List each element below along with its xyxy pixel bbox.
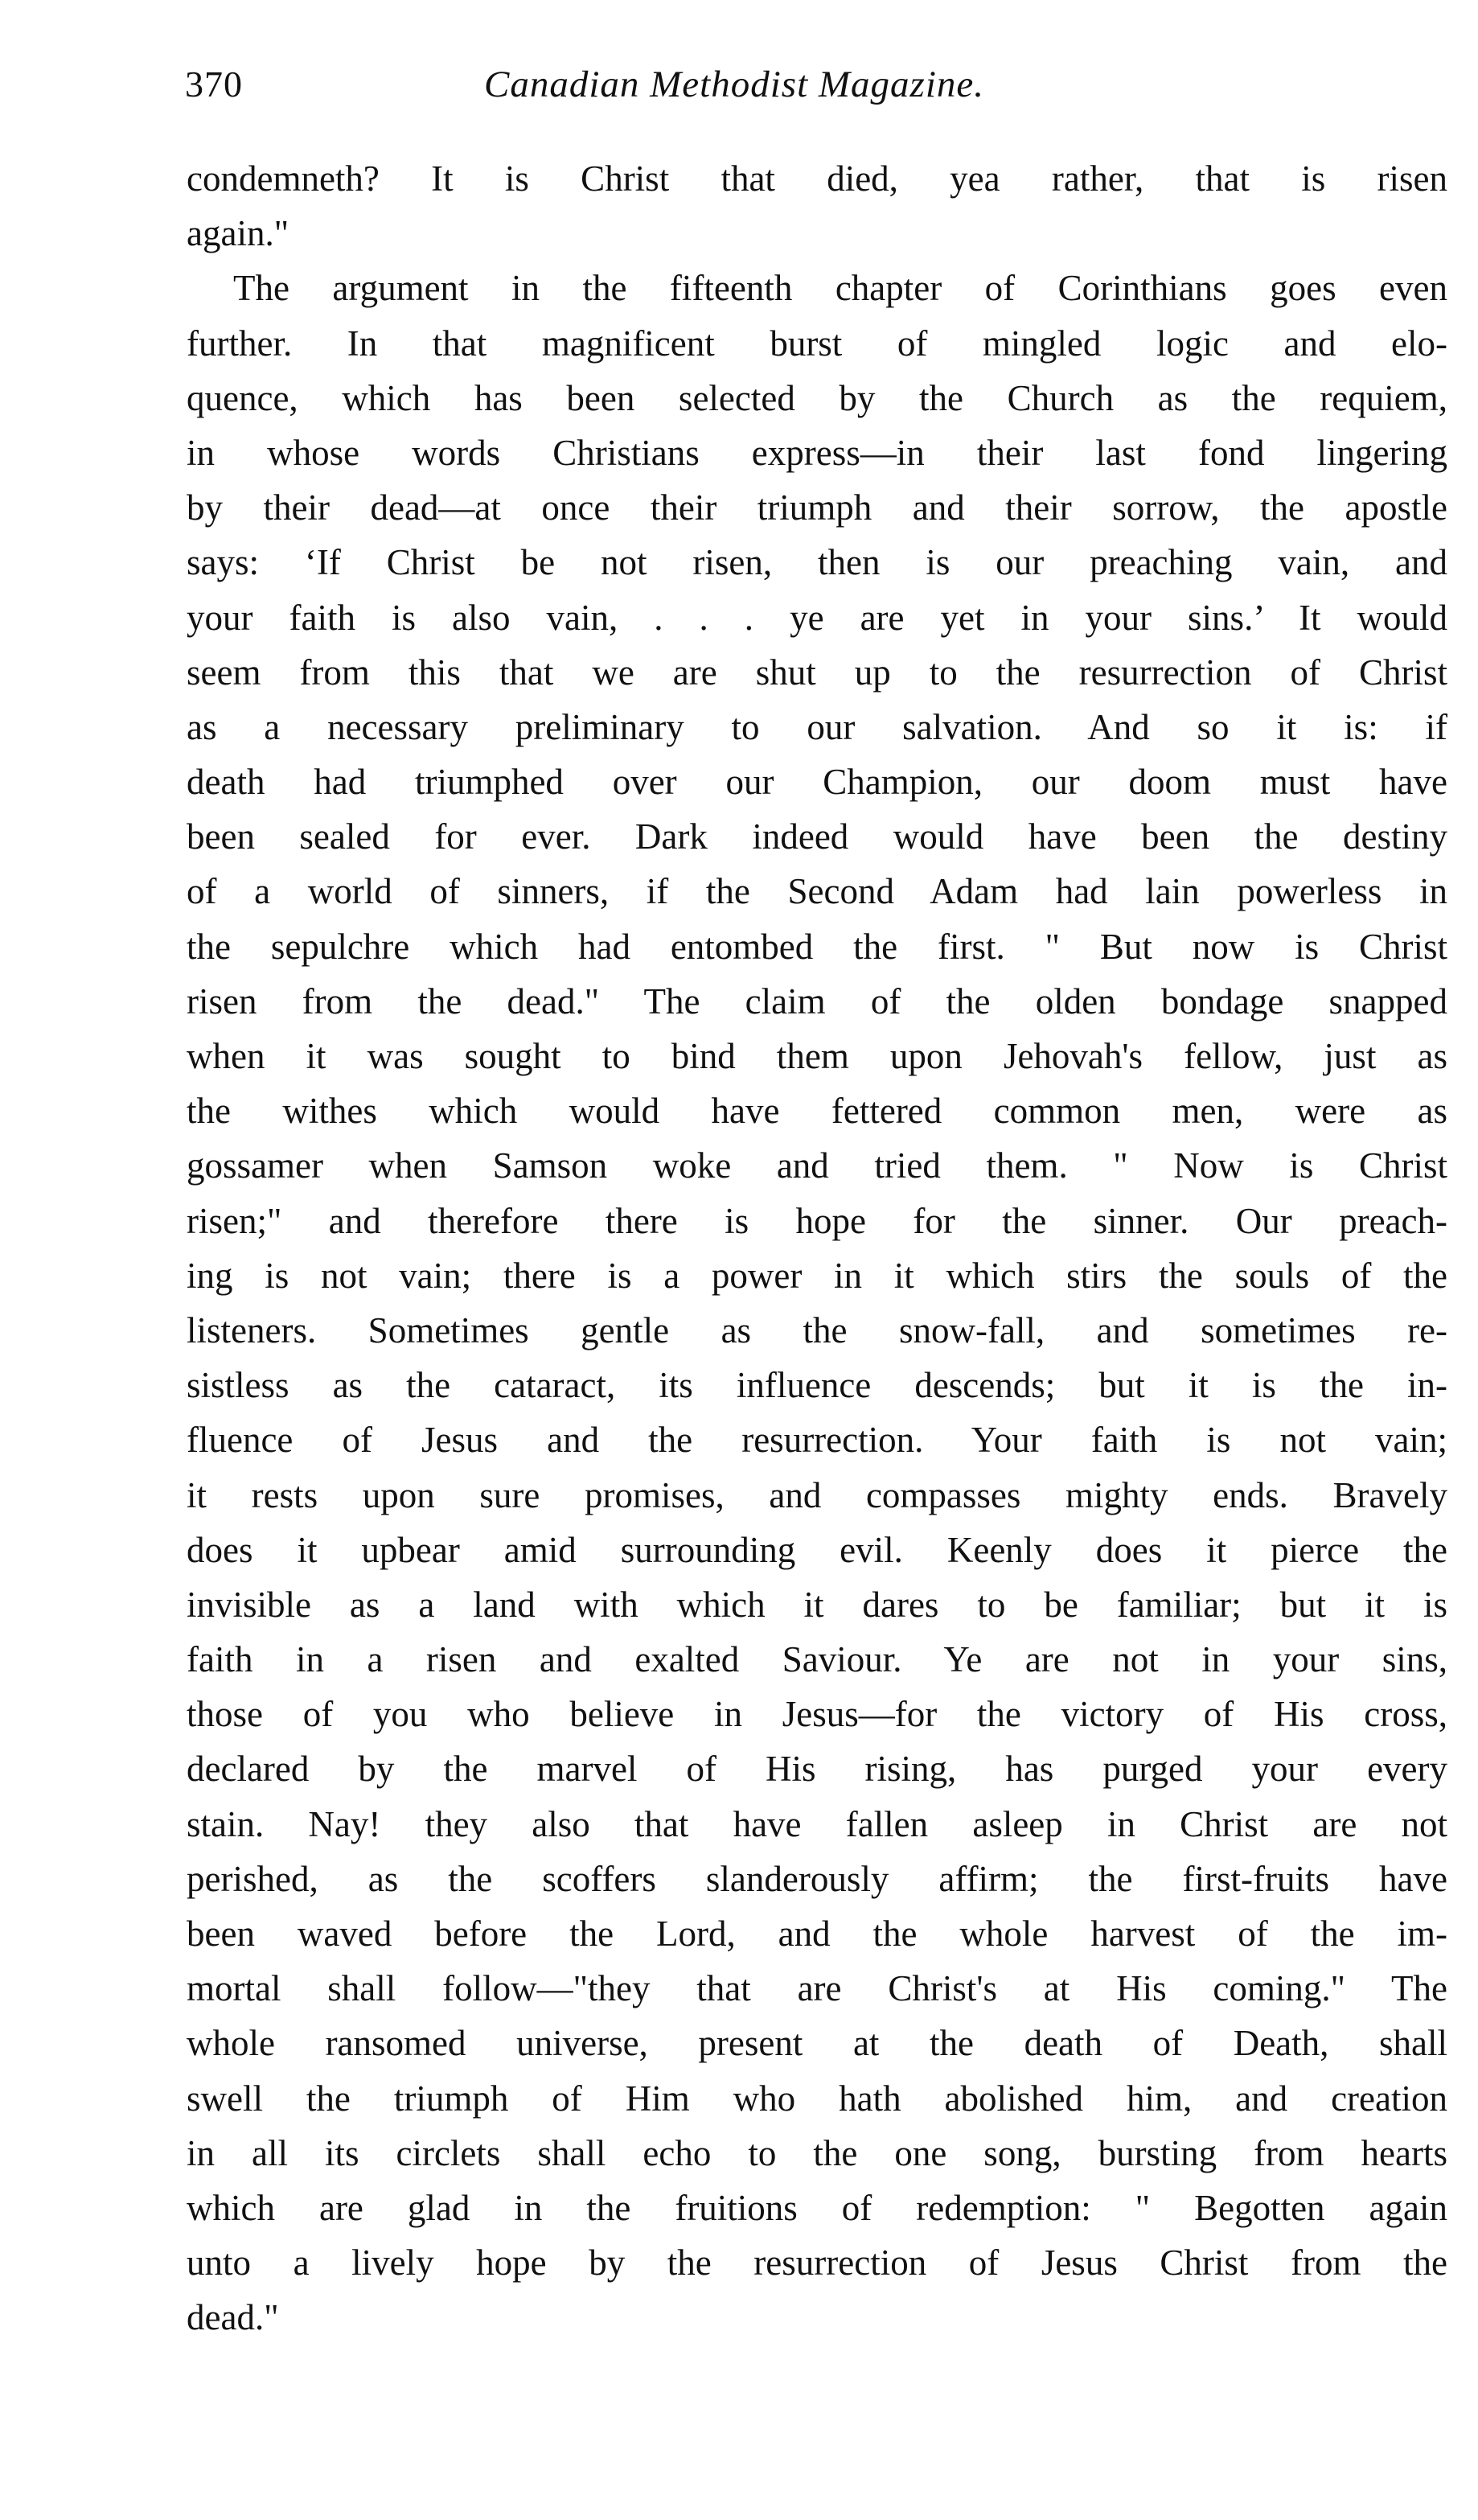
text-line: unto a lively hope by the resurrection of Jesus Christ from the [187, 2243, 1447, 2284]
text-line: in whose words Christians express—in their last fond lingering [187, 432, 1447, 473]
page-number: 370 [185, 64, 243, 105]
text-line: as a necessary preliminary to our salvation. And so it is: if [187, 706, 1447, 747]
text-line: been waved before the Lord, and the whole harvest of the im- [187, 1914, 1447, 1954]
text-line: stain. Nay! they also that have fallen asleep in Christ are not [187, 1803, 1447, 1844]
text-line: death had triumphed over our Champion, our doom must have [187, 762, 1447, 803]
text-line: declared by the marvel of His rising, has purged your every [187, 1749, 1447, 1790]
text-line: The argument in the fifteenth chapter of Corinthians goes even [233, 268, 1447, 309]
text-line: further. In that magnificent burst of mingled logic and elo- [187, 323, 1447, 364]
text-line: does it upbear amid surrounding evil. Keenly does it pierce the [187, 1529, 1447, 1570]
text-line: mortal shall follow—"they that are Christ's at His coming." The [187, 1968, 1447, 2009]
text-line: listeners. Sometimes gentle as the snow-fall, and sometimes re- [187, 1309, 1447, 1350]
running-title: Canadian Methodist Magazine. [484, 64, 984, 105]
body-text [187, 151, 1447, 2345]
text-line: says: ‘If Christ be not risen, then is our preaching vain, and [187, 542, 1447, 583]
text-line: risen;" and therefore there is hope for the sinner. Our preach- [187, 1200, 1447, 1241]
text-line: invisible as a land with which it dares to be familiar; but it is [187, 1584, 1447, 1625]
text-line: whole ransomed universe, present at the death of Death, shall [187, 2023, 1447, 2064]
text-line: condemneth? It is Christ that died, yea rather, that is risen [187, 158, 1447, 199]
text-line: ing is not vain; there is a power in it which stirs the souls of the [187, 1255, 1447, 1296]
page-header [185, 66, 1447, 124]
text-line: sistless as the cataract, its influence descends; but it is the in- [187, 1365, 1447, 1406]
text-line: swell the triumph of Him who hath abolished him, and creation [187, 2078, 1447, 2119]
text-line: those of you who believe in Jesus—for the victory of His cross, [187, 1694, 1447, 1735]
text-line: the sepulchre which had entombed the first. " But now is Christ [187, 926, 1447, 967]
text-line: which are glad in the fruitions of redemption: " Begotten again [187, 2187, 1447, 2228]
text-line: by their dead—at once their triumph and their sorrow, the apostle [187, 487, 1447, 528]
text-line: been sealed for ever. Dark indeed would have been the destiny [187, 816, 1447, 857]
text-line: gossamer when Samson woke and tried them. " Now is Christ [187, 1145, 1447, 1186]
text-line: seem from this that we are shut up to the resurrection of Christ [187, 652, 1447, 693]
text-line: it rests upon sure promises, and compasses mighty ends. Bravely [187, 1474, 1447, 1515]
text-line: dead." [187, 2297, 279, 2338]
text-line: faith in a risen and exalted Saviour. Ye are not in your sins, [187, 1639, 1447, 1680]
text-line: the withes which would have fettered common men, were as [187, 1091, 1447, 1132]
text-line: fluence of Jesus and the resurrection. Your faith is not vain; [187, 1420, 1447, 1461]
text-line: again." [187, 213, 289, 254]
text-line: quence, which has been selected by the Church as the requiem, [187, 377, 1447, 418]
text-line: of a world of sinners, if the Second Adam had lain powerless in [187, 871, 1447, 912]
text-line: in all its circlets shall echo to the one song, bursting from hearts [187, 2132, 1447, 2173]
text-line: when it was sought to bind them upon Jehovah's fellow, just as [187, 1036, 1447, 1076]
text-line: risen from the dead." The claim of the olden bondage snapped [187, 980, 1447, 1022]
text-line: your faith is also vain, . . . ye are yet in your sins.’ It would [187, 597, 1447, 638]
text-line: perished, as the scoffers slanderously affirm; the first-fruits have [187, 1858, 1447, 1899]
